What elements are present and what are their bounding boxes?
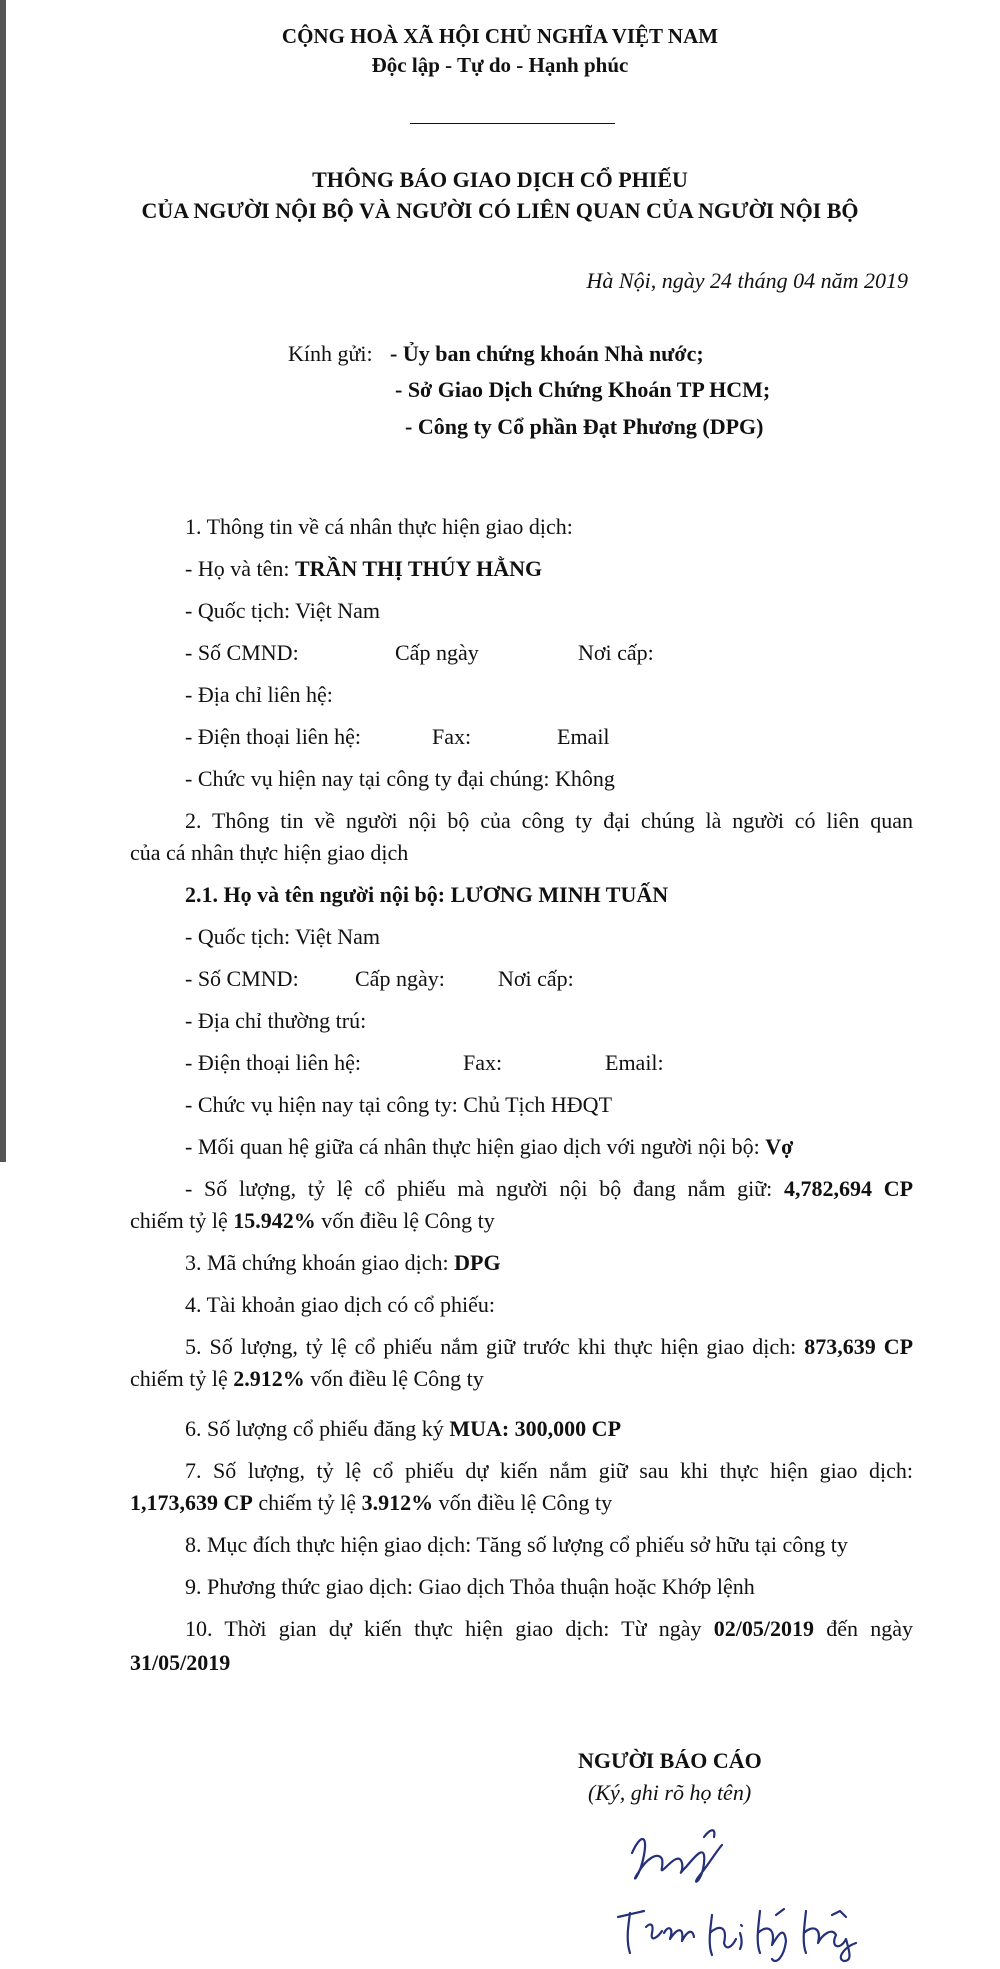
title-line-2: CỦA NGƯỜI NỘI BỘ VÀ NGƯỜI CÓ LIÊN QUAN CỦA NGƯỜI NỘI BỘ	[141, 198, 859, 223]
section-6-type: MUA	[449, 1416, 502, 1441]
section-3-label: 3. Mã chứng khoán giao dịch:	[185, 1250, 449, 1275]
section-7-line-2	[130, 1490, 612, 1516]
holding-pre: chiếm tỷ lệ	[130, 1208, 228, 1233]
signature-note: (Ký, ghi rõ họ tên)	[588, 1780, 752, 1805]
section-2-position: - Chức vụ hiện nay tại công ty: Chủ Tịch HĐQT	[185, 1092, 613, 1117]
recipient-2: - Sở Giao Dịch Chứng Khoán TP HCM;	[395, 377, 771, 402]
section-2-holding-line-2	[130, 1208, 495, 1234]
recipient-3: - Công ty Cổ phần Đạt Phương (DPG)	[405, 414, 764, 439]
signature-title: NGƯỜI BÁO CÁO	[578, 1748, 762, 1773]
nation-heading: CỘNG HOÀ XÃ HỘI CHỦ NGHĨA VIỆT NAM	[281, 24, 719, 48]
section-2-address: - Địa chỉ thường trú:	[185, 1008, 367, 1033]
section-2-holding-line-1	[185, 1176, 913, 1202]
section-10-from: 02/05/2019	[713, 1616, 815, 1641]
section-10-line-1	[185, 1616, 913, 1642]
section-7-pre: chiếm tỷ lệ	[258, 1490, 357, 1515]
section-1-heading: 1. Thông tin về cá nhân thực hiện giao dịch:	[185, 514, 573, 539]
section-5-pct: 2.912%	[233, 1366, 305, 1391]
handwritten-signature	[600, 1815, 900, 1965]
section-1-address: - Địa chỉ liên hệ:	[185, 682, 333, 707]
holding-post: vốn điều lệ Công ty	[321, 1208, 495, 1233]
section-1-position: - Chức vụ hiện nay tại công ty đại chúng: Không	[185, 766, 615, 791]
section-7-post: vốn điều lệ Công ty	[438, 1490, 613, 1515]
section-2-1-heading: 2.1. Họ và tên người nội bộ: LƯƠNG MINH TUẤN	[185, 882, 669, 907]
section-2-id-place-label: Nơi cấp:	[498, 966, 574, 991]
section-2-nationality: - Quốc tịch: Việt Nam	[185, 924, 381, 949]
section-3-value: DPG	[454, 1250, 501, 1275]
section-2-email-label: Email:	[605, 1050, 664, 1075]
title-line-1: THÔNG BÁO GIAO DỊCH CỔ PHIẾU	[312, 167, 688, 192]
holding-shares: 4,782,694 CP	[783, 1176, 914, 1201]
section-2-relation-row	[185, 1134, 793, 1160]
section-2-id-label: - Số CMND:	[185, 966, 299, 991]
section-5-post: vốn điều lệ Công ty	[310, 1366, 484, 1391]
section-9: 9. Phương thức giao dịch: Giao dịch Thỏa thuận hoặc Khớp lệnh	[185, 1574, 755, 1599]
name-value: TRẦN THỊ THÚY HẰNG	[294, 556, 543, 581]
header-divider	[410, 123, 615, 124]
section-10-to: 31/05/2019	[130, 1650, 231, 1675]
section-1-id-label: - Số CMND:	[185, 640, 299, 665]
section-1-id-date-label: Cấp ngày	[395, 640, 479, 665]
section-6-value: : 300,000 CP	[501, 1416, 622, 1441]
holding-pct: 15.942%	[233, 1208, 316, 1233]
motto: Độc lập - Tự do - Hạnh phúc	[371, 53, 629, 77]
section-3-row	[185, 1250, 501, 1276]
section-1-phone-label: - Điện thoại liên hệ:	[185, 724, 361, 749]
section-7-shares: 1,173,639 CP	[130, 1490, 253, 1515]
holding-label: - Số lượng, tỷ lệ cổ phiếu mà người nội bộ đang nắm giữ:	[185, 1176, 773, 1201]
section-1-id-place-label: Nơi cấp:	[578, 640, 654, 665]
recipient-1: - Ủy ban chứng khoán Nhà nước;	[390, 341, 704, 366]
name-label: - Họ và tên:	[185, 556, 290, 581]
relation-label: - Mối quan hệ giữa cá nhân thực hiện giao dịch với người nội bộ:	[185, 1134, 760, 1159]
section-4-label: 4. Tài khoản giao dịch có cổ phiếu:	[185, 1292, 495, 1317]
section-7-line-1: 7. Số lượng, tỷ lệ cổ phiếu dự kiến nắm giữ sau khi thực hiện giao dịch:	[185, 1458, 913, 1483]
section-2-phone-label: - Điện thoại liên hệ:	[185, 1050, 361, 1075]
section-1-name-row	[185, 556, 542, 582]
relation-value: Vợ	[765, 1134, 794, 1159]
recipient-label: Kính gửi:	[288, 341, 373, 366]
section-5-line-2	[130, 1366, 484, 1392]
section-10-label: 10. Thời gian dự kiến thực hiện giao dịch: Từ ngày	[185, 1616, 702, 1641]
section-1-fax-label: Fax:	[432, 724, 472, 749]
section-5-line-1	[185, 1334, 913, 1360]
date-line: Hà Nội, ngày 24 tháng 04 năm 2019	[586, 268, 908, 293]
section-8: 8. Mục đích thực hiện giao dịch: Tăng số lượng cổ phiếu sở hữu tại công ty	[185, 1532, 848, 1557]
section-2-heading-line-1: 2. Thông tin về người nội bộ của công ty đại chúng là người có liên quan	[185, 808, 913, 833]
section-6-label: 6. Số lượng cổ phiếu đăng ký	[185, 1416, 444, 1441]
section-1-nationality: - Quốc tịch: Việt Nam	[185, 598, 381, 623]
section-2-fax-label: Fax:	[463, 1050, 503, 1075]
section-5-pre: chiếm tỷ lệ	[130, 1366, 228, 1391]
section-2-heading-line-2: của cá nhân thực hiện giao dịch	[130, 840, 409, 865]
section-5-shares: 873,639 CP	[804, 1334, 914, 1359]
section-1-email-label: Email	[557, 724, 610, 749]
section-5-label: 5. Số lượng, tỷ lệ cổ phiếu nắm giữ trước khi thực hiện giao dịch:	[185, 1334, 797, 1359]
section-2-id-date-label: Cấp ngày:	[355, 966, 445, 991]
section-10-mid: đến ngày	[826, 1616, 914, 1641]
section-6-row	[185, 1416, 621, 1442]
section-7-pct: 3.912%	[361, 1490, 434, 1515]
